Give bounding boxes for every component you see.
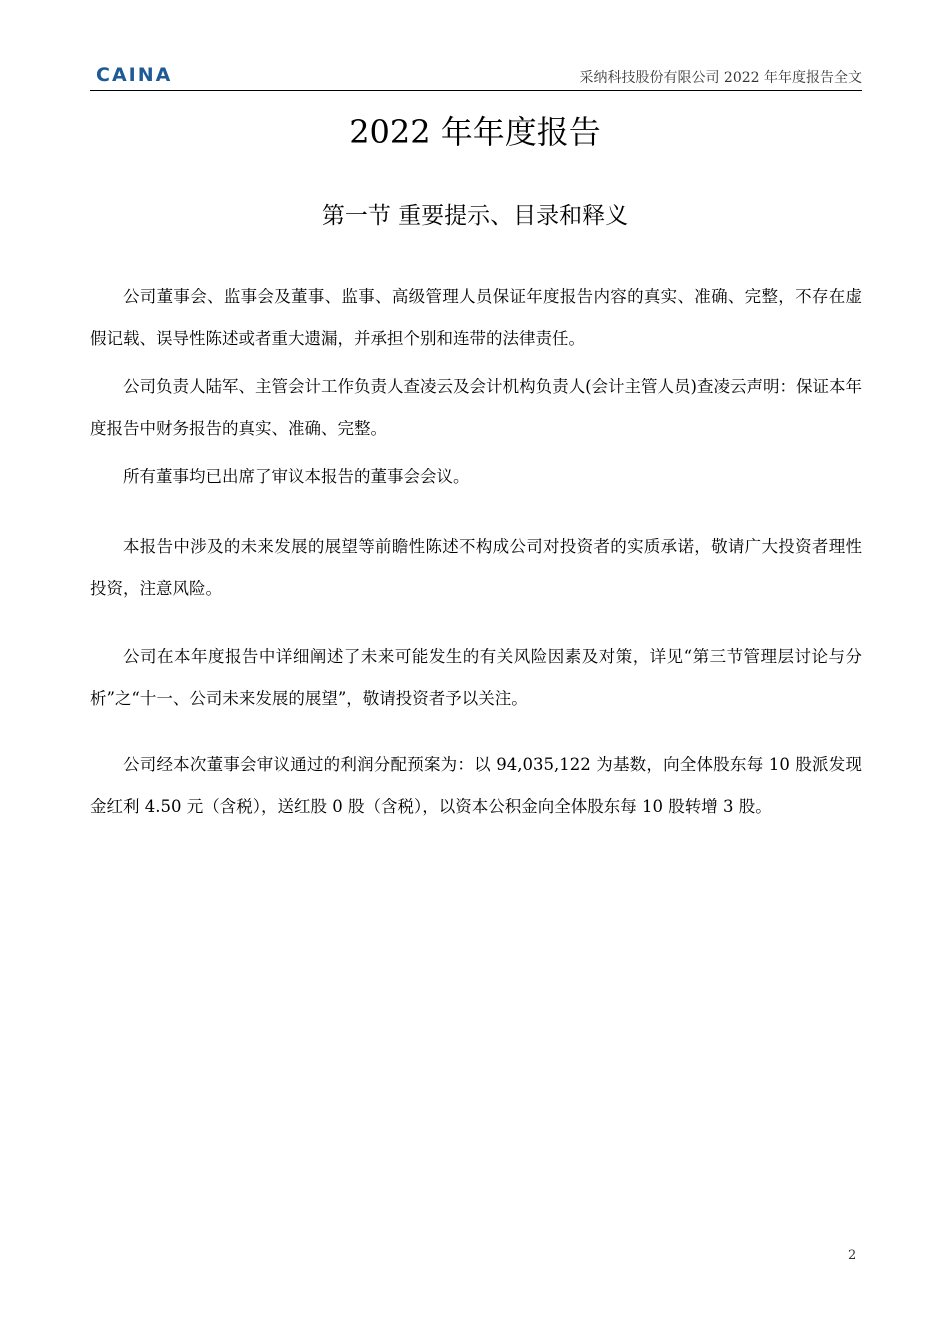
paragraph-profit-distribution: 公司经本次董事会审议通过的利润分配预案为：以 94,035,122 为基数，向全体股东每 10 股派发现金红利 4.50 元（含税），送红股 0 股（含税），以资本公积金向全体股东每 10 股转增 3 股。 [90, 755, 862, 816]
header-document-title: 采纳科技股份有限公司 2022 年年度报告全文 [579, 70, 862, 86]
page-header [90, 58, 862, 91]
paragraph-board-guarantee: 公司董事会、监事会及董事、监事、高级管理人员保证年度报告内容的真实、准确、完整，不存在虚假记载、误导性陈述或者重大遗漏，并承担个别和连带的法律责任。 [90, 287, 862, 348]
paragraph-responsible-persons: 公司负责人陆军、主管会计工作负责人查凌云及会计机构负责人(会计主管人员)查凌云声明：保证本年度报告中财务报告的真实、准确、完整。 [90, 377, 862, 438]
section-title: 第一节 重要提示、目录和释义 [321, 203, 629, 229]
caina-logo: CAINA [96, 64, 173, 86]
paragraph-risk-factors: 公司在本年度报告中详细阐述了未来可能发生的有关风险因素及对策，详见“第三节管理层讨论与分析”之“十一、公司未来发展的展望”，敬请投资者予以关注。 [90, 647, 862, 708]
paragraph-forward-looking: 本报告中涉及的未来发展的展望等前瞻性陈述不构成公司对投资者的实质承诺，敬请广大投资者理性投资，注意风险。 [90, 537, 862, 598]
report-title: 2022 年年度报告 [349, 113, 601, 151]
page-number: 2 [848, 1248, 857, 1263]
paragraph-directors-attendance: 所有董事均已出席了审议本报告的董事会会议。 [123, 467, 470, 486]
